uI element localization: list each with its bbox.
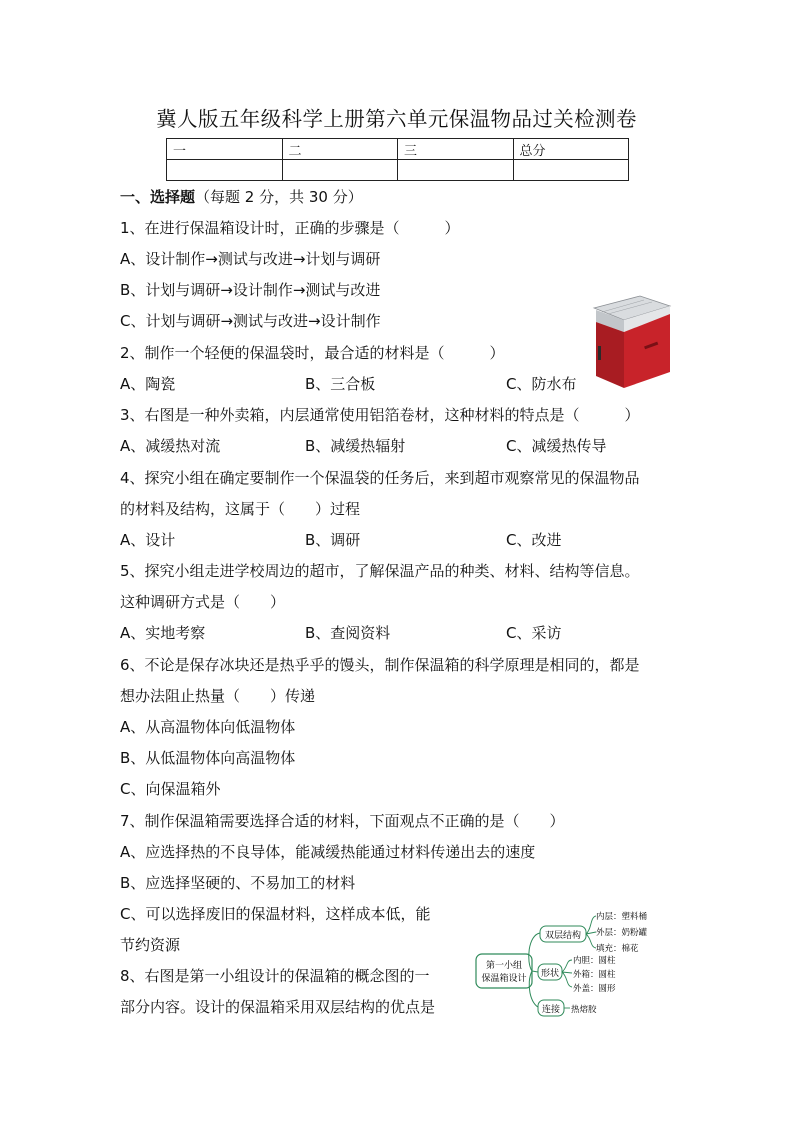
question-4-stem-line-1: 4、探究小组在确定要制作一个保温袋的任务后，来到超市观察常见的保温物品 xyxy=(120,469,640,487)
question-6-stem-line-2: 想办法阻止热量（ ）传递 xyxy=(120,687,316,705)
question-8-stem-line-1: 8、右图是第一小组设计的保温箱的概念图的一 xyxy=(120,967,430,985)
score-cell-3[interactable] xyxy=(398,160,514,181)
concept-item: 热熔胶 xyxy=(571,1005,597,1015)
question-3-option-a[interactable]: A、减缓热对流 xyxy=(120,437,221,455)
score-table xyxy=(166,138,629,181)
concept-item: 外层：奶粉罐 xyxy=(596,928,648,938)
question-8-stem-line-2: 部分内容。设计的保温箱采用双层结构的优点是 xyxy=(120,998,436,1016)
concept-branch-connection: 连接 xyxy=(541,1005,561,1015)
concept-branch-shape: 形状 xyxy=(540,969,560,979)
question-4-option-c[interactable]: C、改进 xyxy=(506,531,562,549)
question-4-option-b[interactable]: B、调研 xyxy=(305,531,361,549)
question-1-stem: 1、在进行保温箱设计时，正确的步骤是（ ） xyxy=(120,219,460,237)
question-7-option-a[interactable]: A、应选择热的不良导体，能减缓热能通过材料传递出去的速度 xyxy=(120,843,536,861)
question-5-stem-line-1: 5、探究小组走进学校周边的超市，了解保温产品的种类、材料、结构等信息。 xyxy=(120,562,640,580)
question-6-option-a[interactable]: A、从高温物体向低温物体 xyxy=(120,718,296,736)
question-4-option-a[interactable]: A、设计 xyxy=(120,531,176,549)
section-heading xyxy=(120,187,363,207)
page-title: 冀人版五年级科学上册第六单元保温物品过关检测卷 xyxy=(156,107,637,131)
section-note: （每题 2 分，共 30 分） xyxy=(195,188,363,206)
score-cell-1[interactable] xyxy=(167,160,283,181)
concept-item: 内胆：圆柱 xyxy=(573,956,616,966)
question-5-option-b[interactable]: B、查阅资料 xyxy=(305,624,391,642)
question-7-option-c-line-2[interactable]: 节约资源 xyxy=(120,936,181,954)
question-1-option-a[interactable]: A、设计制作→测试与改进→计划与调研 xyxy=(120,250,381,268)
question-2-option-b[interactable]: B、三合板 xyxy=(305,375,376,393)
score-header-2: 二 xyxy=(282,139,398,160)
question-7-stem: 7、制作保温箱需要选择合适的材料，下面观点不正确的是（ ） xyxy=(120,812,565,830)
concept-branch-double-layer: 双层结构 xyxy=(544,931,582,941)
score-header-total: 总分 xyxy=(513,139,629,160)
concept-item: 外盖：圆形 xyxy=(573,984,616,994)
section-label: 一、选择题 xyxy=(120,188,196,206)
question-2-stem: 2、制作一个轻便的保温袋时，最合适的材料是（ ） xyxy=(120,344,505,362)
question-1-option-b[interactable]: B、计划与调研→设计制作→测试与改进 xyxy=(120,281,381,299)
score-header-3: 三 xyxy=(398,139,514,160)
question-5-stem-line-2: 这种调研方式是（ ） xyxy=(120,593,286,611)
question-5-option-a[interactable]: A、实地考察 xyxy=(120,624,206,642)
score-header-1: 一 xyxy=(167,139,283,160)
question-2-option-a[interactable]: A、陶瓷 xyxy=(120,375,176,393)
question-6-option-c[interactable]: C、向保温箱外 xyxy=(120,780,221,798)
insulated-delivery-box-image xyxy=(588,292,674,392)
question-4-stem-line-2: 的材料及结构，这属于（ ）过程 xyxy=(120,500,361,518)
score-cell-2[interactable] xyxy=(282,160,398,181)
question-3-option-b[interactable]: B、减缓热辐射 xyxy=(305,437,406,455)
concept-item: 填充：棉花 xyxy=(596,944,639,954)
concept-root-line-1: 第一小组 xyxy=(485,961,523,971)
question-2-option-c[interactable]: C、防水布 xyxy=(506,375,577,393)
concept-item: 内层：塑料桶 xyxy=(596,912,648,922)
question-3-option-c[interactable]: C、减缓热传导 xyxy=(506,437,607,455)
concept-item: 外箱：圆柱 xyxy=(573,970,616,980)
question-3-stem: 3、右图是一种外卖箱，内层通常使用铝箔卷材，这种材料的特点是（ ） xyxy=(120,406,640,424)
score-cell-total[interactable] xyxy=(513,160,629,181)
concept-root-line-2: 保温箱设计 xyxy=(481,974,527,984)
question-6-option-b[interactable]: B、从低温物体向高温物体 xyxy=(120,749,296,767)
question-7-option-b[interactable]: B、应选择坚硬的、不易加工的材料 xyxy=(120,874,356,892)
question-5-option-c[interactable]: C、采访 xyxy=(506,624,562,642)
concept-map-diagram xyxy=(474,907,674,1022)
question-1-option-c[interactable]: C、计划与调研→测试与改进→设计制作 xyxy=(120,312,381,330)
question-6-stem-line-1: 6、不论是保存冰块还是热乎乎的馒头，制作保温箱的科学原理是相同的，都是 xyxy=(120,656,640,674)
question-7-option-c-line-1[interactable]: C、可以选择废旧的保温材料，这样成本低，能 xyxy=(120,905,431,923)
